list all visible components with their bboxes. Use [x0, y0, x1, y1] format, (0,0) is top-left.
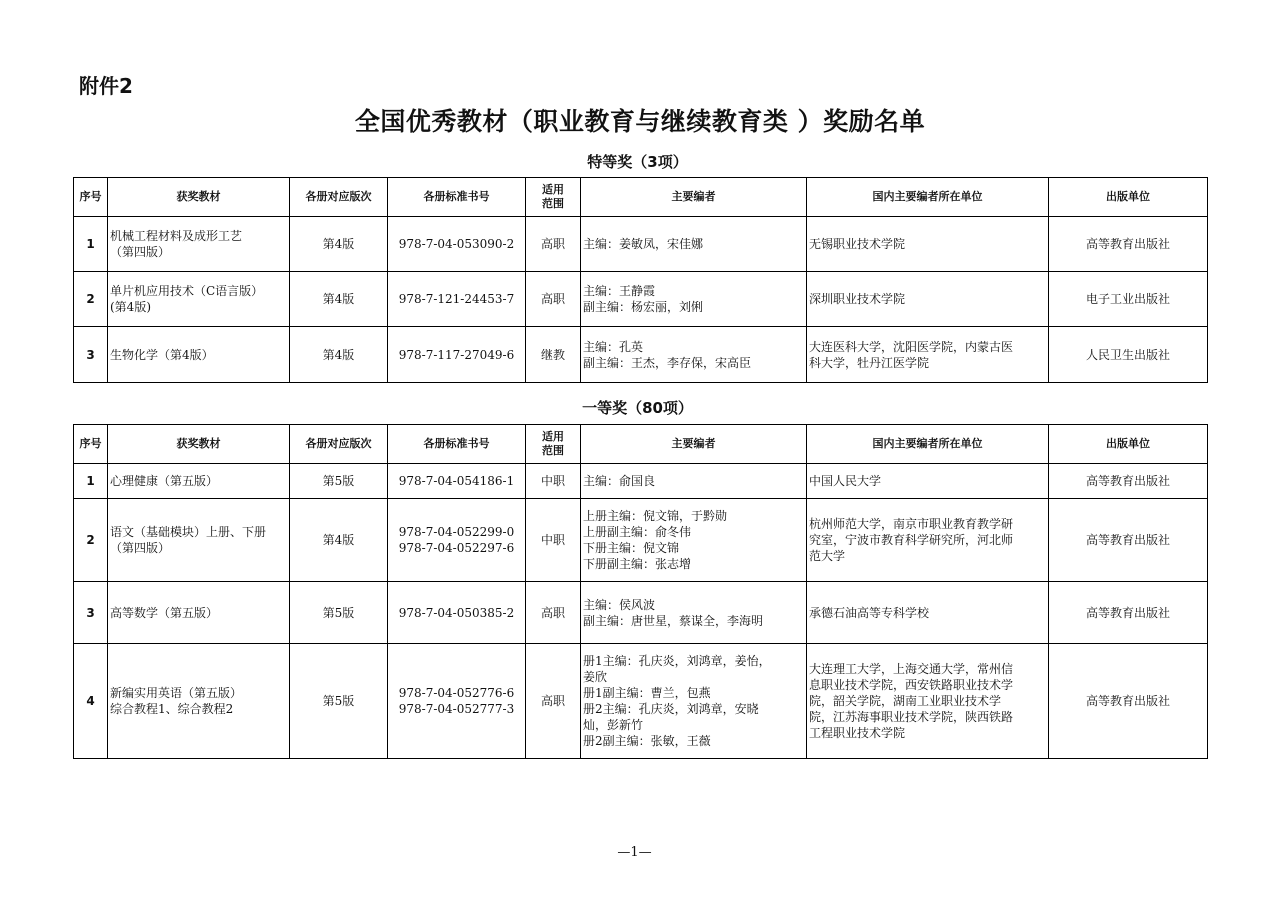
cell-line: 单片机应用技术（C语言版）: [110, 284, 264, 298]
cell-units: [807, 217, 1049, 272]
cell-publisher: 高等教育出版社: [1049, 464, 1208, 499]
cell-editors: [581, 582, 807, 644]
cell-line: 副主编：唐世星，蔡谋全，李海明: [583, 613, 764, 628]
cell-line: 978-7-04-054186-1: [398, 474, 515, 488]
cell-index: 3: [74, 327, 108, 383]
cell-editors: [581, 644, 807, 759]
cell-textbook: [108, 499, 290, 582]
cell-textbook: [108, 464, 290, 499]
column-header: 适用 范围: [526, 425, 581, 464]
cell-edition: 第4版: [290, 499, 388, 582]
cell-line: 承德石油高等专科学校: [809, 605, 930, 620]
cell-units: [807, 464, 1049, 499]
cell-line: 主编：侯风波: [583, 597, 656, 612]
column-header: 各册对应版次: [290, 178, 388, 217]
cell-edition: 第4版: [290, 217, 388, 272]
column-header: 出版单位: [1049, 178, 1208, 217]
cell-units: [807, 272, 1049, 327]
column-header: 国内主要编者所在单位: [807, 178, 1049, 217]
cell-publisher: 高等教育出版社: [1049, 217, 1208, 272]
section-heading-special: 特等奖（3项）: [587, 153, 688, 171]
cell-line: 综合教程1、综合教程2: [110, 702, 234, 716]
cell-scope: 继教: [526, 327, 581, 383]
cell-line: 978-7-04-052299-0: [398, 525, 515, 539]
cell-isbn: [388, 582, 526, 644]
cell-edition: 第4版: [290, 272, 388, 327]
cell-line: （第四版）: [110, 245, 171, 259]
cell-line: 主编：孔英: [583, 339, 644, 354]
cell-line: 中国人民大学: [809, 474, 882, 488]
table-header-row: [74, 425, 1208, 464]
award-table-special: [73, 177, 1208, 383]
cell-isbn: [388, 644, 526, 759]
column-header: 主要编者: [581, 178, 807, 217]
cell-line: 下册副主编：张志增: [583, 557, 692, 571]
cell-line: 978-7-04-053090-2: [398, 237, 515, 251]
cell-editors: [581, 327, 807, 383]
cell-line: 生物化学（第4版）: [110, 347, 214, 362]
column-header: 各册对应版次: [290, 425, 388, 464]
cell-scope: 高职: [526, 217, 581, 272]
cell-line: 院，江苏海事职业技术学院，陕西铁路: [809, 710, 1014, 724]
cell-line: 主编：俞国良: [583, 474, 656, 488]
cell-index: 2: [74, 499, 108, 582]
cell-line: 工程职业技术学院: [809, 726, 906, 740]
cell-index: 1: [74, 464, 108, 499]
cell-line: 上册主编：倪文锦，于黔勋: [583, 509, 728, 523]
cell-line: 978-7-117-27049-6: [398, 347, 515, 362]
table-row: [74, 217, 1208, 272]
cell-editors: [581, 499, 807, 582]
cell-units: [807, 327, 1049, 383]
cell-line: 心理健康（第五版）: [110, 474, 219, 488]
cell-line: 册1主编：孔庆炎，刘鸿章，姜怡，: [583, 654, 771, 668]
cell-line: 新编实用英语（第五版）: [110, 686, 243, 700]
cell-textbook: [108, 644, 290, 759]
cell-units: [807, 582, 1049, 644]
cell-line: 科大学，牡丹江医学院: [809, 355, 930, 370]
table-row: [74, 582, 1208, 644]
cell-line: 范大学: [809, 549, 846, 563]
cell-index: 1: [74, 217, 108, 272]
award-table-first: [73, 424, 1208, 759]
column-header: 出版单位: [1049, 425, 1208, 464]
cell-edition: 第5版: [290, 582, 388, 644]
cell-line: 语文（基础模块）上册、下册: [110, 525, 267, 539]
cell-line: 下册主编：倪文锦: [583, 541, 680, 555]
cell-line: 机械工程材料及成形工艺: [110, 229, 243, 243]
column-header: 序号: [74, 178, 108, 217]
cell-editors: [581, 217, 807, 272]
cell-textbook: [108, 327, 290, 383]
cell-textbook: [108, 217, 290, 272]
cell-publisher: 高等教育出版社: [1049, 499, 1208, 582]
cell-editors: [581, 464, 807, 499]
table-row: [74, 272, 1208, 327]
table-row: [74, 464, 1208, 499]
cell-line: 978-7-04-050385-2: [398, 605, 515, 620]
cell-edition: 第5版: [290, 644, 388, 759]
cell-line: 姜欣: [583, 670, 608, 684]
cell-line: 978-7-121-24453-7: [398, 292, 515, 306]
cell-line: 978-7-04-052776-6: [398, 686, 515, 700]
cell-units: [807, 499, 1049, 582]
column-header: 获奖教材: [108, 178, 290, 217]
cell-isbn: [388, 217, 526, 272]
attachment-label: 附件2: [79, 74, 133, 98]
section-heading-first: 一等奖（80项）: [582, 399, 693, 417]
column-header: 序号: [74, 425, 108, 464]
table-row: [74, 499, 1208, 582]
cell-isbn: [388, 272, 526, 327]
cell-textbook: [108, 272, 290, 327]
cell-edition: 第5版: [290, 464, 388, 499]
cell-scope: 中职: [526, 464, 581, 499]
cell-line: 灿，彭新竹: [583, 718, 644, 732]
table-row: [74, 644, 1208, 759]
cell-isbn: [388, 499, 526, 582]
cell-line: 主编：王静霞: [583, 284, 656, 298]
cell-line: 主编：姜敏凤，宋佳娜: [583, 237, 704, 251]
cell-line: 息职业技术学院，西安铁路职业技术学: [809, 678, 1014, 692]
column-header: 适用 范围: [526, 178, 581, 217]
cell-line: 院，韶关学院，湖南工业职业技术学: [809, 694, 1002, 708]
column-header: 主要编者: [581, 425, 807, 464]
cell-scope: 高职: [526, 582, 581, 644]
column-header: 各册标准书号: [388, 178, 526, 217]
cell-publisher: 电子工业出版社: [1049, 272, 1208, 327]
page-number: —1—: [617, 845, 652, 860]
cell-editors: [581, 272, 807, 327]
cell-line: 册2主编：孔庆炎，刘鸿章，安晓: [583, 702, 759, 716]
cell-index: 2: [74, 272, 108, 327]
cell-line: 册1副主编：曹兰，包燕: [583, 686, 711, 700]
cell-line: （第四版）: [110, 541, 171, 555]
cell-line: 978-7-04-052777-3: [398, 702, 515, 716]
cell-isbn: [388, 327, 526, 383]
document-title: 全国优秀教材（职业教育与继续教育类 ）奖励名单: [354, 107, 926, 136]
cell-line: (第4版): [110, 300, 151, 314]
cell-scope: 高职: [526, 644, 581, 759]
cell-line: 杭州师范大学，南京市职业教育教学研: [809, 517, 1014, 531]
cell-publisher: 高等教育出版社: [1049, 582, 1208, 644]
cell-line: 大连医科大学，沈阳医学院，内蒙古医: [809, 339, 1014, 354]
cell-index: 4: [74, 644, 108, 759]
column-header: 国内主要编者所在单位: [807, 425, 1049, 464]
cell-publisher: 高等教育出版社: [1049, 644, 1208, 759]
cell-edition: 第4版: [290, 327, 388, 383]
cell-line: 深圳职业技术学院: [809, 292, 906, 306]
cell-index: 3: [74, 582, 108, 644]
column-header: 各册标准书号: [388, 425, 526, 464]
cell-textbook: [108, 582, 290, 644]
cell-line: 究室，宁波市教育科学研究所，河北师: [809, 533, 1014, 547]
cell-line: 高等数学（第五版）: [110, 605, 219, 620]
table-row: [74, 327, 1208, 383]
cell-scope: 中职: [526, 499, 581, 582]
cell-line: 无锡职业技术学院: [809, 237, 906, 251]
cell-scope: 高职: [526, 272, 581, 327]
cell-line: 大连理工大学，上海交通大学，常州信: [809, 662, 1014, 676]
cell-publisher: 人民卫生出版社: [1049, 327, 1208, 383]
cell-line: 副主编：王杰，李存保，宋高臣: [583, 355, 752, 370]
cell-line: 上册副主编：俞冬伟: [583, 525, 692, 539]
cell-line: 978-7-04-052297-6: [398, 541, 515, 555]
cell-units: [807, 644, 1049, 759]
cell-line: 册2副主编：张敏，王薇: [583, 734, 711, 748]
column-header: 获奖教材: [108, 425, 290, 464]
table-header-row: [74, 178, 1208, 217]
cell-isbn: [388, 464, 526, 499]
cell-line: 副主编：杨宏丽，刘俐: [583, 300, 704, 314]
